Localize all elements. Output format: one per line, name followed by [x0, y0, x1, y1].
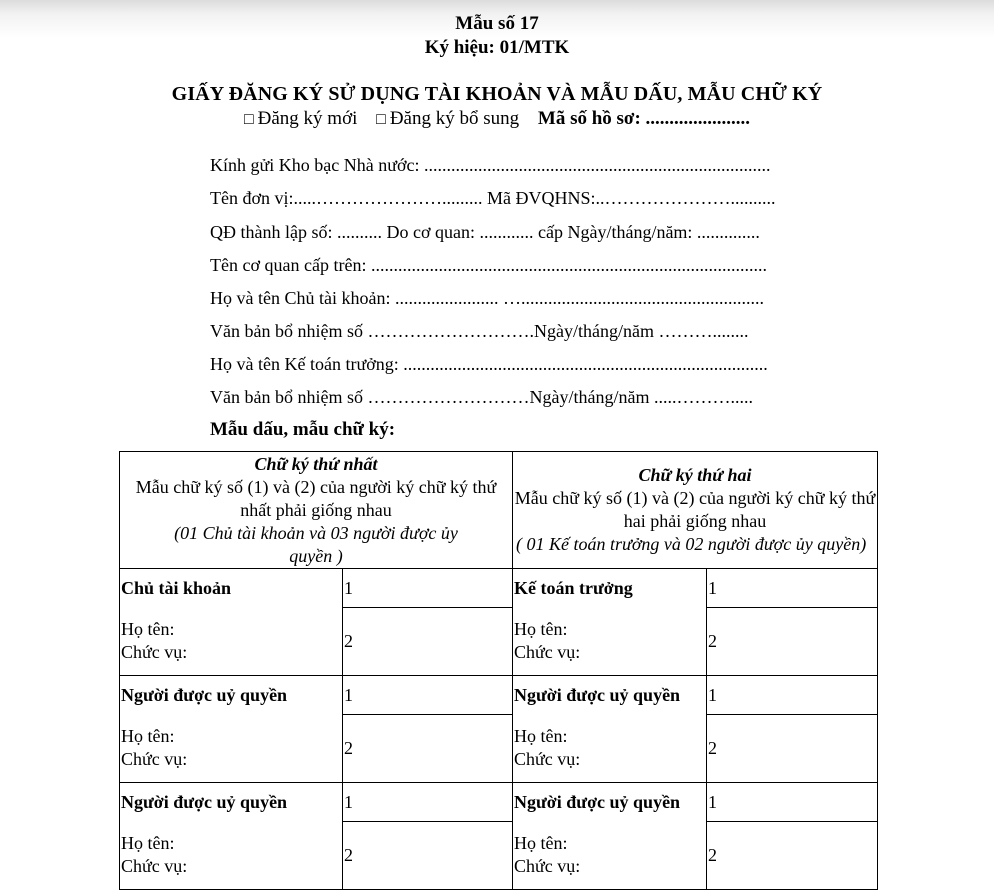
signature-section-heading: Mẫu dấu, mẫu chữ ký:	[210, 419, 396, 440]
right-signature-slot-1[interactable]: 1	[707, 783, 878, 822]
name-label: Họ tên:	[514, 619, 568, 640]
table-row	[120, 783, 878, 822]
checkbox-supplement-icon[interactable]: □	[376, 111, 386, 128]
left-person-info[interactable]	[120, 608, 343, 676]
name-label: Họ tên:	[514, 726, 568, 747]
table-row	[120, 608, 878, 676]
table-row	[120, 569, 878, 608]
right-person-info[interactable]	[513, 715, 707, 783]
first-signature-note: (01 Chủ tài khoản và 03 người được ủy quyền )	[174, 522, 458, 566]
right-signature-slot-2[interactable]: 2	[707, 608, 878, 676]
field-establishment-decision[interactable]: QĐ thành lập số: .......... Do cơ quan: ............ cấp Ngày/tháng/năm: ..............	[210, 222, 760, 242]
field-holder-appointment[interactable]: Văn bản bổ nhiệm số ……………………….Ngày/tháng/năm ………........	[210, 321, 749, 341]
position-label: Chức vụ:	[121, 856, 188, 877]
left-signature-slot-2[interactable]: 2	[343, 608, 513, 676]
second-signature-note: ( 01 Kế toán trưởng và 02 người được ủy quyền)	[516, 534, 867, 554]
first-signature-desc: Mẫu chữ ký số (1) và (2) của người ký chữ ký thứ nhất phải giống nhau	[135, 476, 497, 520]
position-label: Chức vụ:	[121, 749, 188, 770]
file-code-field[interactable]: Mã số hồ sơ: ......................	[537, 108, 751, 129]
supplement-registration-option[interactable]	[376, 108, 519, 129]
right-signature-slot-1[interactable]: 1	[707, 569, 878, 608]
left-signature-slot-2[interactable]: 2	[343, 715, 513, 783]
first-signature-title: Chữ ký thứ nhất	[254, 453, 378, 474]
right-role-label: Kế toán trưởng	[513, 569, 707, 608]
second-signature-title: Chữ ký thứ hai	[638, 465, 752, 485]
left-person-info[interactable]	[120, 822, 343, 890]
table-row	[120, 822, 878, 890]
supplement-registration-label: Đăng ký bổ sung	[389, 108, 520, 129]
position-label: Chức vụ:	[514, 642, 581, 663]
new-registration-option[interactable]	[244, 108, 357, 129]
left-signature-slot-1[interactable]: 1	[343, 783, 513, 822]
left-signature-slot-1[interactable]: 1	[343, 676, 513, 715]
right-person-info[interactable]	[513, 822, 707, 890]
field-superior-agency[interactable]: Tên cơ quan cấp trên: ........................................................................................	[210, 255, 767, 275]
checkbox-new-icon[interactable]: □	[243, 111, 254, 128]
first-signature-header	[120, 452, 513, 569]
field-treasury-recipient[interactable]: Kính gửi Kho bạc Nhà nước: .............................................................................	[210, 155, 771, 175]
table-row	[120, 676, 878, 715]
right-signature-slot-2[interactable]: 2	[707, 822, 878, 890]
field-account-holder-name[interactable]: Họ và tên Chủ tài khoản: ....................... …......................................................	[210, 288, 764, 308]
form-symbol: Ký hiệu: 01/MTK	[424, 37, 570, 58]
signature-header-row	[120, 452, 878, 569]
name-label: Họ tên:	[121, 619, 175, 640]
name-label: Họ tên:	[121, 833, 175, 854]
table-row	[120, 715, 878, 783]
right-signature-slot-2[interactable]: 2	[707, 715, 878, 783]
left-signature-slot-1[interactable]: 1	[343, 569, 513, 608]
signature-table	[119, 451, 878, 890]
name-label: Họ tên:	[121, 726, 175, 747]
new-registration-label: Đăng ký mới	[257, 108, 358, 129]
right-role-label: Người được uỷ quyền	[513, 676, 707, 715]
second-signature-desc: Mẫu chữ ký số (1) và (2) của người ký chữ ký thứ hai phải giống nhau	[514, 488, 876, 531]
name-label: Họ tên:	[514, 833, 568, 854]
left-role-label: Chủ tài khoản	[120, 569, 343, 608]
position-label: Chức vụ:	[514, 749, 581, 770]
right-person-info[interactable]	[513, 608, 707, 676]
left-signature-slot-2[interactable]: 2	[343, 822, 513, 890]
field-unit-name[interactable]: Tên đơn vị:.....…………………......... Mã ĐVQHNS:..…………………..........	[210, 188, 776, 208]
right-role-label: Người được uỷ quyền	[513, 783, 707, 822]
second-signature-header	[513, 452, 878, 569]
right-signature-slot-1[interactable]: 1	[707, 676, 878, 715]
registration-options	[0, 108, 994, 130]
left-role-label: Người được uỷ quyền	[120, 783, 343, 822]
field-accountant-appointment[interactable]: Văn bản bổ nhiệm số ………………………Ngày/tháng/năm .....……….....	[210, 387, 753, 407]
document-title: GIẤY ĐĂNG KÝ SỬ DỤNG TÀI KHOẢN VÀ MẪU DẤU, MẪU CHỮ KÝ	[171, 83, 823, 105]
form-number: Mẫu số 17	[455, 13, 539, 34]
left-person-info[interactable]	[120, 715, 343, 783]
field-chief-accountant-name[interactable]: Họ và tên Kế toán trưởng: .................................................................................	[210, 354, 768, 374]
position-label: Chức vụ:	[514, 856, 581, 877]
left-role-label: Người được uỷ quyền	[120, 676, 343, 715]
position-label: Chức vụ:	[121, 642, 188, 663]
